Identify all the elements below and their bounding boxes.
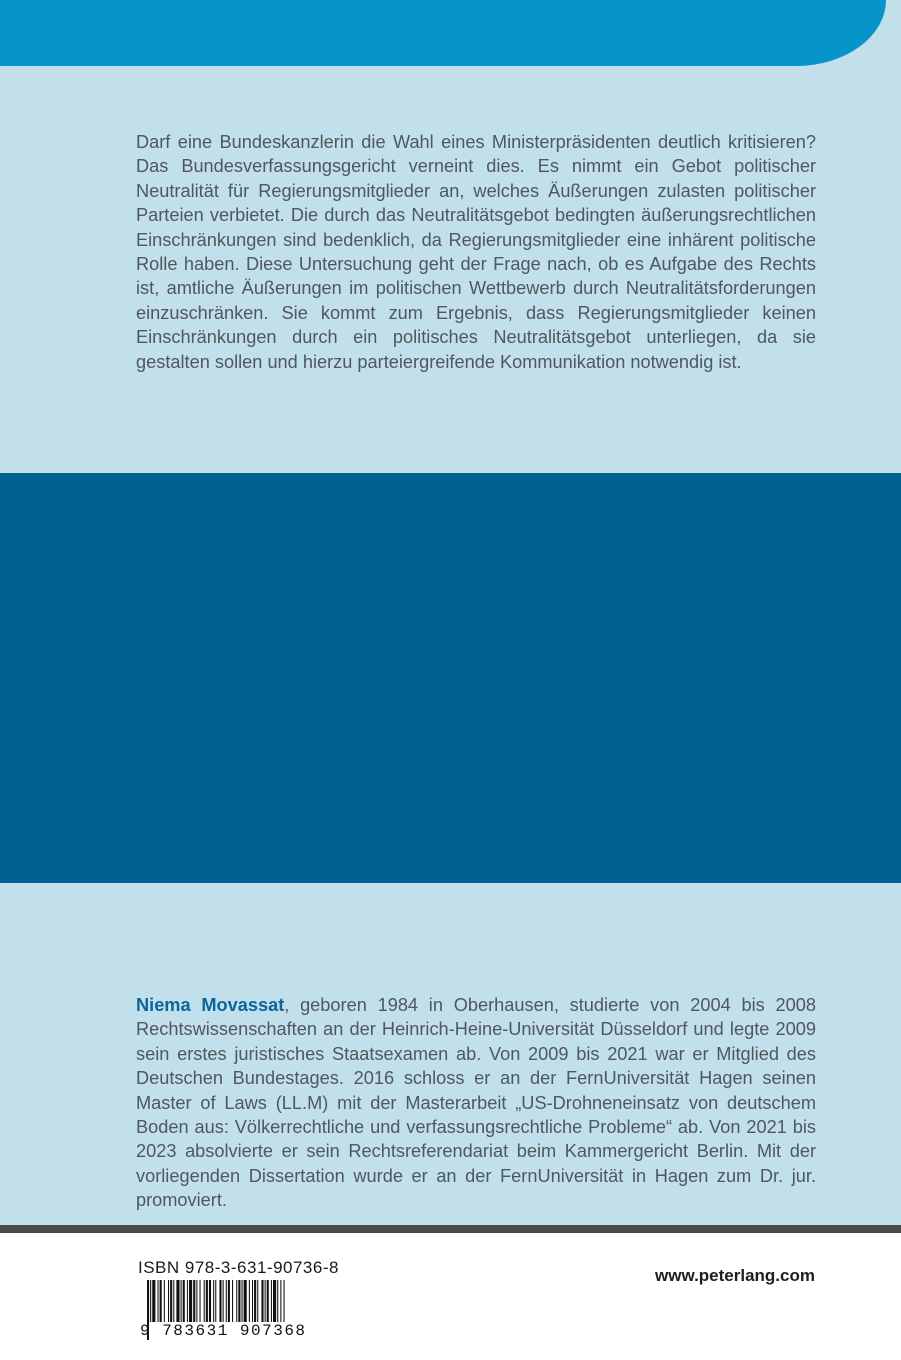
author-bio [136, 993, 816, 1213]
book-blurb: Darf eine Bundeskanzlerin die Wahl eines Ministerpräsidenten deutlich kritisieren? Das Bundesverfassungsgericht verneint dies. Es nimmt ein Gebot politischer Neutralität für Regierungsmitglieder an, welches Äußerungen zulasten politischer Parteien verbietet. Die durch das Neutralitätsgebot bedingten äußerungsrechtlichen Einschränkungen sind bedenklich, da Regierungsmitglieder eine inhärent politische Rolle haben. Diese Untersuchung geht der Frage nach, ob es Aufgabe des Rechts ist, amtliche Äußerungen im politischen Wettbewerb durch Neutralitätsforderungen einzuschränken. Sie kommt zum Ergebnis, dass Regierungsmitglieder keinen Einschränkungen durch ein politisches Neutralitätsgebot unterliegen, da sie gestalten sollen und hierzu parteiergreifende Kommunikation notwendig ist. [136, 132, 816, 372]
barcode-bar [219, 1280, 221, 1322]
barcode-bar [176, 1280, 179, 1322]
barcode-bar [277, 1280, 278, 1322]
barcode-bar [183, 1280, 185, 1322]
barcode-bar [170, 1280, 172, 1322]
barcode-bar [168, 1280, 169, 1322]
middle-color-band [0, 473, 901, 883]
top-color-band [0, 0, 886, 66]
barcode-bar [189, 1280, 192, 1322]
barcode-bar [254, 1280, 256, 1322]
barcode-bar [273, 1280, 276, 1322]
barcode-bar [265, 1280, 266, 1322]
barcode-bar [236, 1280, 237, 1322]
barcode-digits: 9 783631 907368 [140, 1322, 307, 1340]
barcode-bar [160, 1280, 162, 1322]
barcode-bar [257, 1280, 258, 1322]
barcode-bar [271, 1280, 272, 1322]
barcode-bar [152, 1280, 155, 1322]
barcode-bar [209, 1280, 211, 1322]
barcode-bar [226, 1280, 227, 1322]
barcode-bar [267, 1280, 269, 1322]
barcode-bar [187, 1280, 188, 1322]
barcode-bar [173, 1280, 174, 1322]
publisher-website[interactable]: www.peterlang.com [655, 1266, 815, 1285]
author-bio-text: , geboren 1984 in Oberhausen, studierte von 2004 bis 2008 Rechtswissenschaften an der Heinrich-Heine-Universität Düsseldorf und legte 2009 sein erstes juristisches Staatsexamen ab. Von 2009 bis 2021 war er Mitglied des Deutschen Bundestages. 2016 schloss er an der FernUniversität Hagen seinen Master of Laws (LL.M) mit der Masterarbeit „US-Drohneneinsatz von deutschem Boden aus: Völkerrechtliche und verfassungsrechtliche Probleme“ ab. Von 2021 bis 2023 absolvierte er sein Rechtsreferendariat beim Kammergericht Berlin. Mit der vorliegenden Dissertation wurde er an der FernUniversität in Hagen zum Dr. jur. promoviert. [136, 995, 816, 1211]
barcode-bar [193, 1280, 195, 1322]
barcode-bar [206, 1280, 208, 1322]
barcode-bar [238, 1280, 240, 1322]
barcode-bar [228, 1280, 230, 1322]
barcode-bar [181, 1280, 182, 1322]
barcode-bar [249, 1280, 250, 1322]
barcode-bar [242, 1280, 243, 1322]
footer-divider [0, 1225, 901, 1233]
author-name: Niema Movassat [136, 995, 285, 1015]
barcode-bar [244, 1280, 247, 1322]
barcode-bar [261, 1280, 263, 1322]
barcode-bar [204, 1280, 205, 1322]
barcode-bar [223, 1280, 224, 1322]
barcode-bar [200, 1280, 201, 1322]
barcode-bar [213, 1280, 214, 1322]
barcode-bar [164, 1280, 165, 1322]
isbn-label: ISBN 978-3-631-90736-8 [138, 1258, 339, 1277]
barcode-bar [252, 1280, 253, 1322]
barcode-bar [158, 1280, 159, 1322]
barcode-bar [232, 1280, 233, 1322]
barcode-bar [280, 1280, 281, 1322]
barcode-bar [196, 1280, 197, 1322]
